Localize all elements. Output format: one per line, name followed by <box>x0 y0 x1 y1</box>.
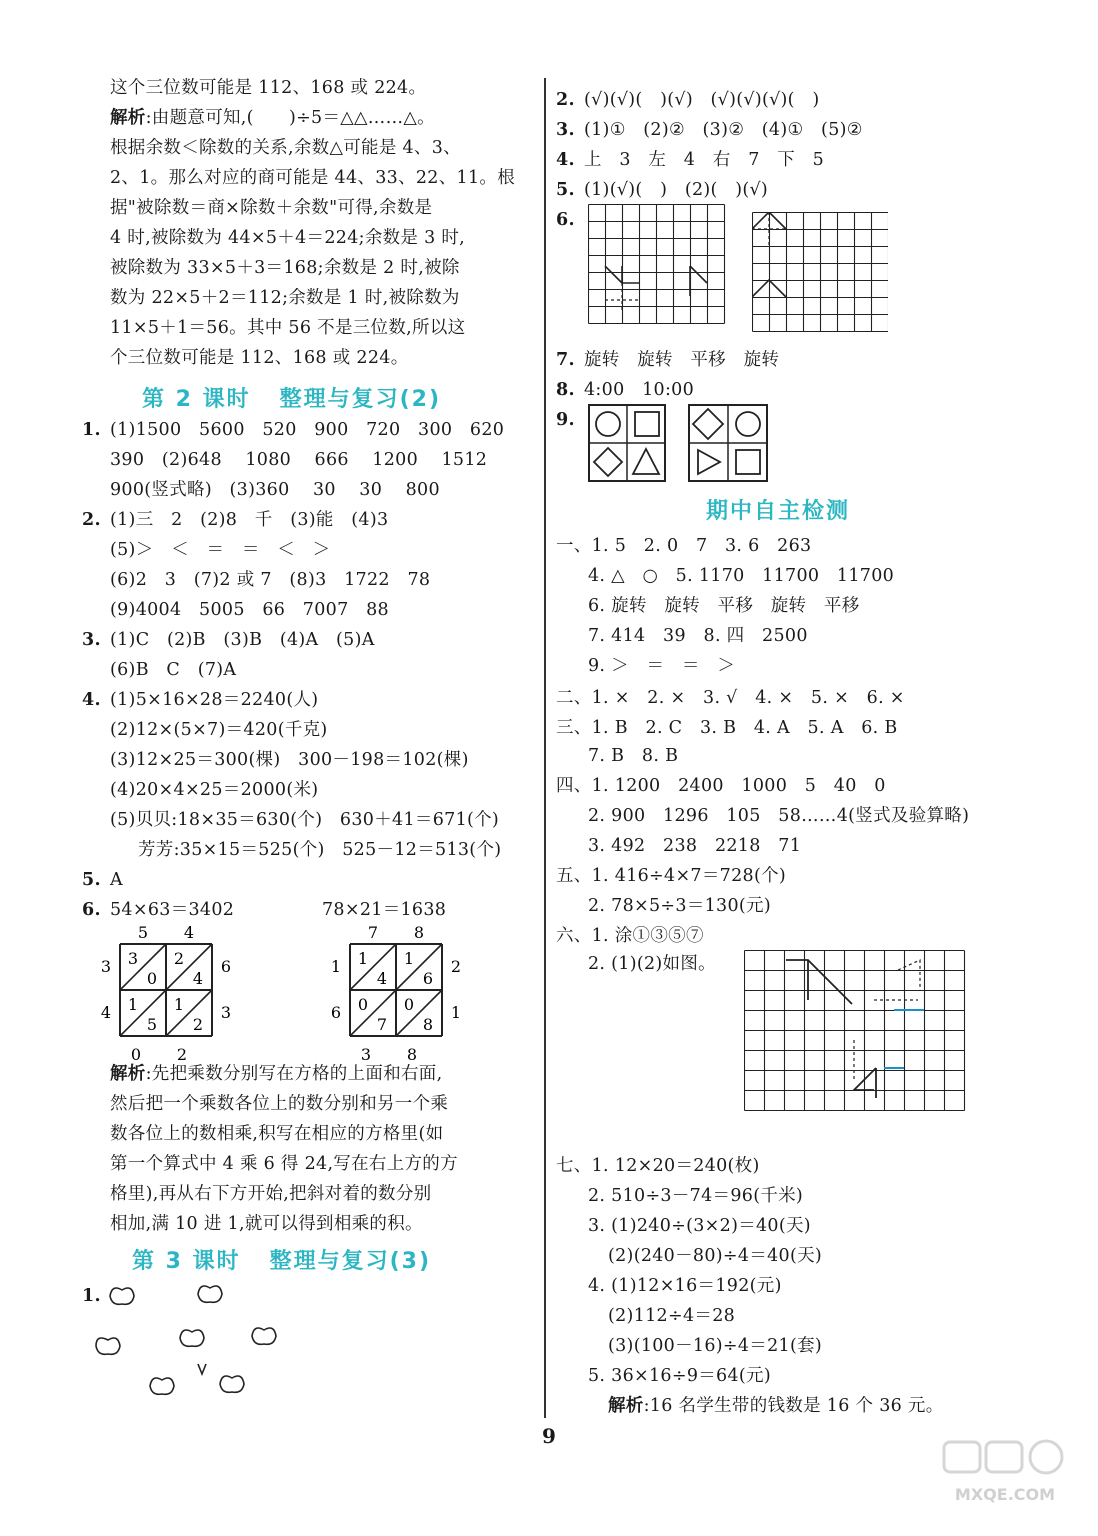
answer-line: (6)B C (7)A <box>110 660 237 680</box>
answer-line: 根据余数＜除数的关系,余数△可能是 4、3、 <box>110 138 461 158</box>
lattice-digit: 6 <box>422 969 434 988</box>
answer-line: 2. <box>556 90 575 110</box>
answer-line: 6. <box>556 210 575 230</box>
answer-line: 解析:由题意可知,( )÷5＝△△……△。 <box>110 108 435 128</box>
lattice-digit: 1 <box>127 995 139 1014</box>
answer-line: 2. (1)(2)如图。 <box>588 954 716 974</box>
answer-line: (3)12×25＝300(棵) 300－198＝102(棵) <box>110 750 469 770</box>
lattice-top-digit: 7 <box>367 923 379 942</box>
answer-line: (1)1500 5600 520 900 720 300 620 <box>110 420 505 440</box>
answer-line: 9. ＞ ＝ ＝ ＞ <box>588 656 736 676</box>
lattice-digit: 7 <box>376 1015 388 1034</box>
answer-line: 四、1. 1200 2400 1000 5 40 0 <box>556 776 886 796</box>
shapes-box-left <box>588 404 666 482</box>
translation-grid <box>744 950 966 1126</box>
answer-line: (1)三 2 (2)8 千 (3)能 (4)3 <box>110 510 389 530</box>
answer-line: 2、1。那么对应的商可能是 44、33、22、11。根 <box>110 168 516 188</box>
lattice-digit: 5 <box>146 1015 158 1034</box>
midterm-test-title: 期中自主检测 <box>706 499 851 524</box>
shapes-box-right <box>688 404 768 482</box>
answer-line: (√)(√)( )(√) (√)(√)(√)( ) <box>584 90 820 110</box>
watermark-text: MXQE.COM <box>954 1485 1056 1504</box>
answer-line: 2. <box>82 510 101 530</box>
answer-line: 5. <box>82 870 101 890</box>
answer-line: 6. 旋转 旋转 平移 旋转 平移 <box>588 596 860 616</box>
lattice-right-digit: 3 <box>220 1003 232 1022</box>
lattice-left-digit: 1 <box>330 957 342 976</box>
circle-shape <box>596 412 620 436</box>
lattice-digit: 1 <box>357 949 369 968</box>
lattice-top-digit: 5 <box>137 923 149 942</box>
lattice-bottom-digit: 3 <box>360 1045 372 1064</box>
answer-line: (1)5×16×28＝2240(人) <box>110 690 319 710</box>
answer-line: 上 3 左 4 右 7 下 5 <box>584 150 825 170</box>
answer-line: 78×21＝1638 <box>322 900 447 920</box>
answer-line: 11×5＋1＝56。其中 56 不是三位数,所以这 <box>110 318 466 338</box>
lattice-bottom-digit: 2 <box>176 1045 188 1064</box>
watermark-logo <box>940 1438 1070 1508</box>
answer-line: (2)(240－80)÷4＝40(天) <box>608 1246 823 1266</box>
answer-line: 4. △ ○ 5. 1170 11700 11700 <box>588 566 895 586</box>
lattice-multiplication-78x21 <box>326 922 466 1072</box>
lattice-digit: 0 <box>146 969 158 988</box>
lattice-digit: 1 <box>403 949 415 968</box>
answer-line: 3. <box>556 120 575 140</box>
answer-line: 2. 78×5÷3＝130(元) <box>588 896 771 916</box>
section-title: 第 2 课时 整理与复习(2) <box>142 387 442 412</box>
lattice-digit: 0 <box>403 995 415 1014</box>
answer-line: 5. 36×16÷9＝64(元) <box>588 1366 771 1386</box>
lattice-left-digit: 4 <box>100 1003 112 1022</box>
lattice-digit: 0 <box>357 995 369 1014</box>
lattice-top-digit: 4 <box>183 923 195 942</box>
answer-line: 旋转 旋转 平移 旋转 <box>584 350 780 370</box>
answer-line: 七、1. 12×20＝240(枚) <box>556 1156 760 1176</box>
answer-line: 解析:先把乘数分别写在方格的上面和右面, <box>110 1064 443 1084</box>
lattice-left-digit: 6 <box>330 1003 342 1022</box>
butterfly-figures-drawing <box>92 1280 292 1410</box>
square-shape <box>635 412 659 436</box>
lattice-digit: 8 <box>422 1015 434 1034</box>
answer-line: 5. <box>556 180 575 200</box>
answer-line: A <box>110 870 123 890</box>
column-divider <box>544 78 546 1418</box>
answer-line: (1)① (2)② (3)② (4)① (5)② <box>584 120 863 140</box>
answer-line: 7. 414 39 8. 四 2500 <box>588 626 808 646</box>
answer-line: 4. <box>556 150 575 170</box>
answer-line: (2)12×(5×7)＝420(千克) <box>110 720 328 740</box>
diamond-shape <box>594 448 622 476</box>
answer-line: (4)20×4×25＝2000(米) <box>110 780 319 800</box>
answer-line: 4. <box>82 690 101 710</box>
answer-line: (3)(100－16)÷4＝21(套) <box>608 1336 823 1356</box>
answer-line: 格里),再从右下方开始,把斜对着的数分别 <box>110 1184 432 1204</box>
answer-line: (1)(√)( ) (2)( )(√) <box>584 180 769 200</box>
answer-line: 9. <box>556 410 575 430</box>
lattice-bottom-digit: 8 <box>406 1045 418 1064</box>
answer-line: (5)贝贝:18×35＝630(个) 630＋41＝671(个) <box>110 810 500 830</box>
answer-line: 这个三位数可能是 112、168 或 224。 <box>110 78 427 98</box>
rotation-grid-left <box>588 204 728 328</box>
answer-line: 数各位上的数相乘,积写在相应的方格里(如 <box>110 1124 444 1144</box>
answer-line: 相加,满 10 进 1,就可以得到相乘的积。 <box>110 1214 423 1234</box>
answer-line: 解析:16 名学生带的钱数是 16 个 36 元。 <box>608 1396 944 1416</box>
answer-line: 六、1. 涂①③⑤⑦ <box>556 926 704 946</box>
lattice-digit: 4 <box>376 969 388 988</box>
answer-line: 第一个算式中 4 乘 6 得 24,写在右上方的方 <box>110 1154 458 1174</box>
answer-line: 个三位数可能是 112、168 或 224。 <box>110 348 409 368</box>
answer-line: 三、1. B 2. C 3. B 4. A 5. A 6. B <box>556 718 898 738</box>
answer-line: (2)112÷4＝28 <box>608 1306 736 1326</box>
page-number: 9 <box>542 1424 556 1448</box>
answer-line: 2. 900 1296 105 58……4(竖式及验算略) <box>588 806 970 826</box>
answer-line: 五、1. 416÷4×7＝728(个) <box>556 866 787 886</box>
answer-line: 然后把一个乘数各位上的数分别和另一个乘 <box>110 1094 449 1114</box>
rotation-grid-right <box>752 212 888 332</box>
answer-line: 7. B 8. B <box>588 746 679 766</box>
answer-line: 一、1. 5 2. 0 7 3. 6 263 <box>556 536 812 556</box>
answer-line: 1. <box>82 1286 101 1306</box>
answer-line: 8. <box>556 380 575 400</box>
lattice-digit: 1 <box>173 995 185 1014</box>
answer-line: 4 时,被除数为 44×5＋4＝224;余数是 3 时, <box>110 228 466 248</box>
lattice-right-digit: 6 <box>220 957 232 976</box>
answer-line: 4:00 10:00 <box>584 380 695 400</box>
answer-line: (9)4004 5005 66 7007 88 <box>110 600 389 620</box>
answer-line: 二、1. × 2. × 3. √ 4. × 5. × 6. × <box>556 688 905 708</box>
section-title: 第 3 课时 整理与复习(3) <box>132 1249 432 1274</box>
lattice-bottom-digit: 0 <box>130 1045 142 1064</box>
answer-line: 7. <box>556 350 575 370</box>
answer-line: 芳芳:35×15＝525(个) 525－12＝513(个) <box>138 840 502 860</box>
lattice-left-digit: 3 <box>100 957 112 976</box>
lattice-top-digit: 8 <box>413 923 425 942</box>
answer-line: 900(竖式略) (3)360 30 30 800 <box>110 480 440 500</box>
answer-line: 3. 492 238 2218 71 <box>588 836 802 856</box>
answer-line: (5)＞ ＜ ＝ ＝ ＜ ＞ <box>110 540 331 560</box>
answer-line: (6)2 3 (7)2 或 7 (8)3 1722 78 <box>110 570 431 590</box>
answer-line: 54×63＝3402 <box>110 900 235 920</box>
answer-line: 3. <box>82 630 101 650</box>
answer-line: 2. 510÷3－74＝96(千米) <box>588 1186 804 1206</box>
answer-line: 3. (1)240÷(3×2)＝40(天) <box>588 1216 811 1236</box>
lattice-digit: 2 <box>173 949 185 968</box>
lattice-right-digit: 1 <box>450 1003 462 1022</box>
lattice-digit: 3 <box>127 949 139 968</box>
answer-line: (1)C (2)B (3)B (4)A (5)A <box>110 630 375 650</box>
answer-line: 被除数为 33×5＋3＝168;余数是 2 时,被除 <box>110 258 460 278</box>
lattice-right-digit: 2 <box>450 957 462 976</box>
triangle-shape <box>633 449 659 474</box>
answer-line: 6. <box>82 900 101 920</box>
lattice-multiplication-54x63 <box>96 922 236 1072</box>
answer-line: 据"被除数＝商×除数＋余数"可得,余数是 <box>110 198 433 218</box>
answer-line: 1. <box>82 420 101 440</box>
lattice-digit: 4 <box>192 969 204 988</box>
lattice-digit: 2 <box>192 1015 204 1034</box>
answer-line: 数为 22×5＋2＝112;余数是 1 时,被除数为 <box>110 288 460 308</box>
answer-line: 4. (1)12×16＝192(元) <box>588 1276 782 1296</box>
answer-line: 390 (2)648 1080 666 1200 1512 <box>110 450 488 470</box>
